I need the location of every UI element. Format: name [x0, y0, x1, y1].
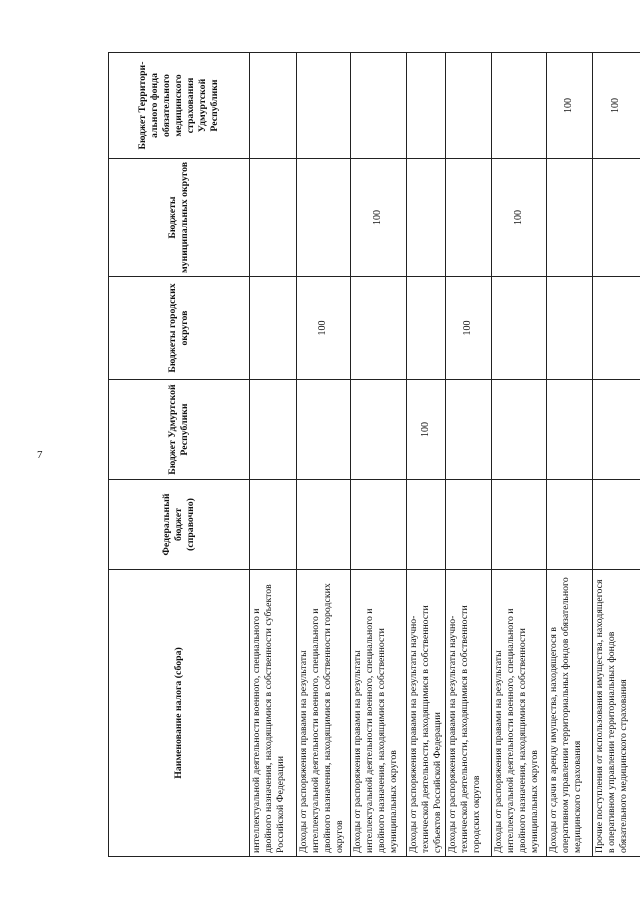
table-row — [297, 53, 351, 857]
value-cell — [407, 53, 446, 159]
value-cell — [297, 380, 351, 480]
value-cell — [592, 277, 640, 380]
value-cell — [546, 380, 592, 480]
table-row — [592, 53, 640, 857]
tax-name-cell: Прочие поступления от использования имущества, находящегося в оперативном управлении территориальных фондов обязательного медицинского страхования — [592, 570, 640, 857]
revenue-distribution-table-wrapper — [108, 53, 637, 857]
tax-name-cell: Доходы от распоряжения правами на результаты научно-технической деятельности, находящимися в собственности городских округов — [445, 570, 491, 857]
table-row — [445, 53, 491, 857]
value-cell: 100 — [351, 159, 407, 277]
value-cell — [592, 480, 640, 570]
value-cell — [351, 277, 407, 380]
value-cell — [491, 53, 546, 159]
value-cell — [491, 380, 546, 480]
value-cell — [445, 53, 491, 159]
value-cell — [250, 380, 297, 480]
value-cell — [407, 277, 446, 380]
value-cell: 100 — [445, 277, 491, 380]
header-republic-budget: Бюджет Удмуртской Республики — [109, 380, 250, 480]
value-cell — [250, 159, 297, 277]
value-cell: 100 — [546, 53, 592, 159]
revenue-distribution-table — [108, 52, 640, 857]
value-cell — [592, 159, 640, 277]
value-cell — [351, 380, 407, 480]
value-cell — [445, 480, 491, 570]
value-cell — [407, 480, 446, 570]
header-tax-name: Наименование налога (сбора) — [109, 570, 250, 857]
value-cell — [351, 480, 407, 570]
value-cell: 100 — [491, 159, 546, 277]
table-row — [546, 53, 592, 857]
value-cell — [445, 380, 491, 480]
value-cell — [351, 53, 407, 159]
table-header-row — [109, 53, 250, 857]
header-federal-budget: Федеральный бюджет (справочно) — [109, 480, 250, 570]
value-cell — [546, 480, 592, 570]
value-cell — [592, 380, 640, 480]
value-cell — [491, 480, 546, 570]
value-cell — [250, 53, 297, 159]
tax-name-cell: интеллектуальной деятельности военного, специального и двойного назначения, находящимися в собственности субъектов Российской Федерации — [250, 570, 297, 857]
value-cell — [250, 277, 297, 380]
value-cell: 100 — [297, 277, 351, 380]
tax-name-cell: Доходы от распоряжения правами на результаты интеллектуальной деятельности военного, специального и двойного назначения, находящимися в собственности муниципальных округов — [351, 570, 407, 857]
value-cell — [546, 277, 592, 380]
value-cell: 100 — [407, 380, 446, 480]
value-cell — [407, 159, 446, 277]
value-cell: 100 — [592, 53, 640, 159]
value-cell — [297, 480, 351, 570]
value-cell — [250, 480, 297, 570]
page-number: 7 — [37, 449, 43, 461]
tax-name-cell: Доходы от сдачи в аренду имущества, находящегося в оперативном управлении территориальных фондов обязательного медицинского страхования — [546, 570, 592, 857]
header-city-district-budgets: Бюджеты городских округов — [109, 277, 250, 380]
value-cell — [297, 159, 351, 277]
value-cell — [546, 159, 592, 277]
value-cell — [445, 159, 491, 277]
header-municipal-district-budgets: Бюджеты муниципальных округов — [109, 159, 250, 277]
value-cell — [491, 277, 546, 380]
tax-name-cell: Доходы от распоряжения правами на результаты интеллектуальной деятельности военного, специального и двойного назначения, находящимися в собственности муниципальных округов — [491, 570, 546, 857]
tax-name-cell: Доходы от распоряжения правами на результаты научно-технической деятельности, находящимися в собственности субъектов Российской Федерации — [407, 570, 446, 857]
table-row — [491, 53, 546, 857]
table-row — [250, 53, 297, 857]
table-row — [407, 53, 446, 857]
tax-name-cell: Доходы от распоряжения правами на результаты интеллектуальной деятельности военного, специального и двойного назначения, находящимися в собственности городских округов — [297, 570, 351, 857]
table-row — [351, 53, 407, 857]
value-cell — [297, 53, 351, 159]
header-medical-insurance-fund-budget: Бюджет Территори-ального фонда обязательного медицинского страхования Удмуртской Республики — [109, 53, 250, 159]
